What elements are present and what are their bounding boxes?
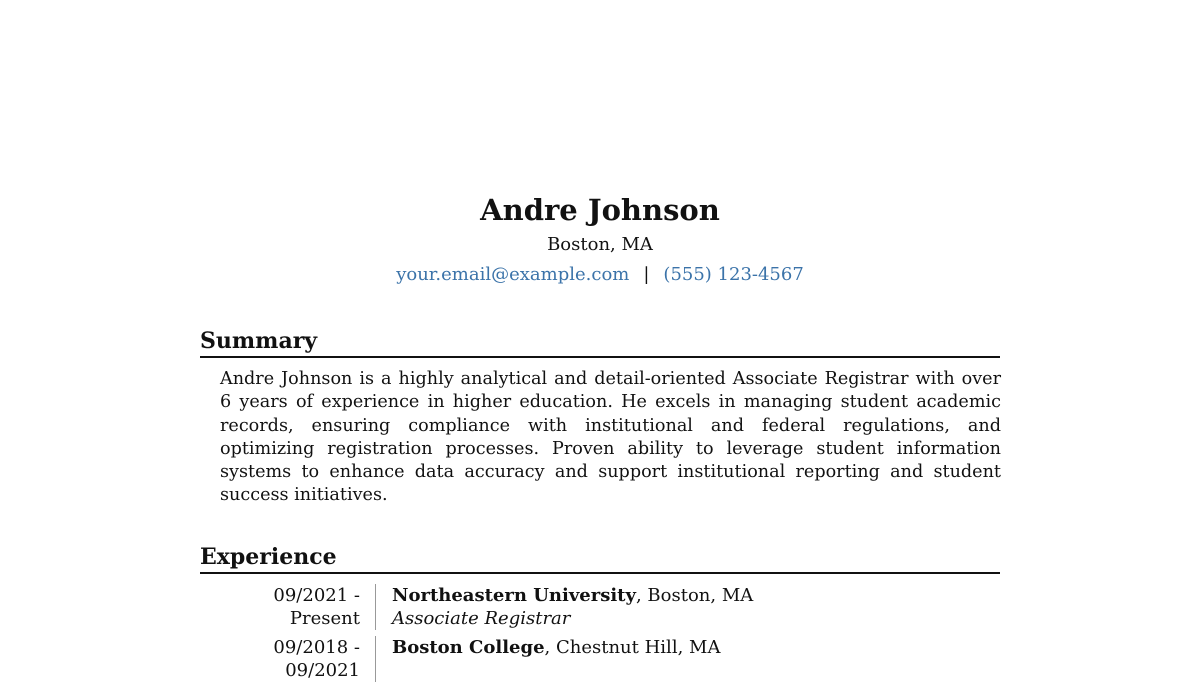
resume-header <box>200 190 1000 288</box>
experience-entry <box>200 584 1000 630</box>
experience-dates: 09/2018 - 09/2021 <box>200 636 376 682</box>
experience-location: , Boston, MA <box>635 584 754 606</box>
contact-line <box>200 262 1000 288</box>
candidate-location: Boston, MA <box>547 234 653 255</box>
summary-section <box>200 326 1000 508</box>
experience-org: Boston College <box>392 636 545 658</box>
experience-section <box>200 542 1000 682</box>
experience-org-line <box>392 636 720 659</box>
contact-separator: | <box>643 264 650 285</box>
experience-heading: Experience <box>200 542 1000 574</box>
summary-heading: Summary <box>200 326 1000 358</box>
experience-org: Northeastern University <box>392 584 636 606</box>
candidate-name: Andre Johnson <box>480 193 720 227</box>
summary-text: Andre Johnson is a highly analytical and detail-oriented Associate Registrar with over 6 years of experience in higher education. He excels in managing student academic records, ensuring compliance with institutional and federal regulations, and optimizing registration processes. Proven ability to leverage student information systems to enhance data accuracy and support institutional reporting and student success initiatives. <box>220 369 1001 506</box>
experience-entry <box>200 636 1000 682</box>
experience-org-line <box>392 584 753 607</box>
experience-role: Associate Registrar <box>392 607 571 629</box>
resume-page <box>200 190 1000 682</box>
experience-details <box>376 584 753 630</box>
experience-dates: 09/2021 - Present <box>200 584 376 630</box>
email-link[interactable]: your.email@example.com <box>396 264 630 285</box>
experience-location: , Chestnut Hill, MA <box>544 636 721 658</box>
experience-details <box>376 636 720 682</box>
phone-link[interactable]: (555) 123-4567 <box>663 264 804 285</box>
